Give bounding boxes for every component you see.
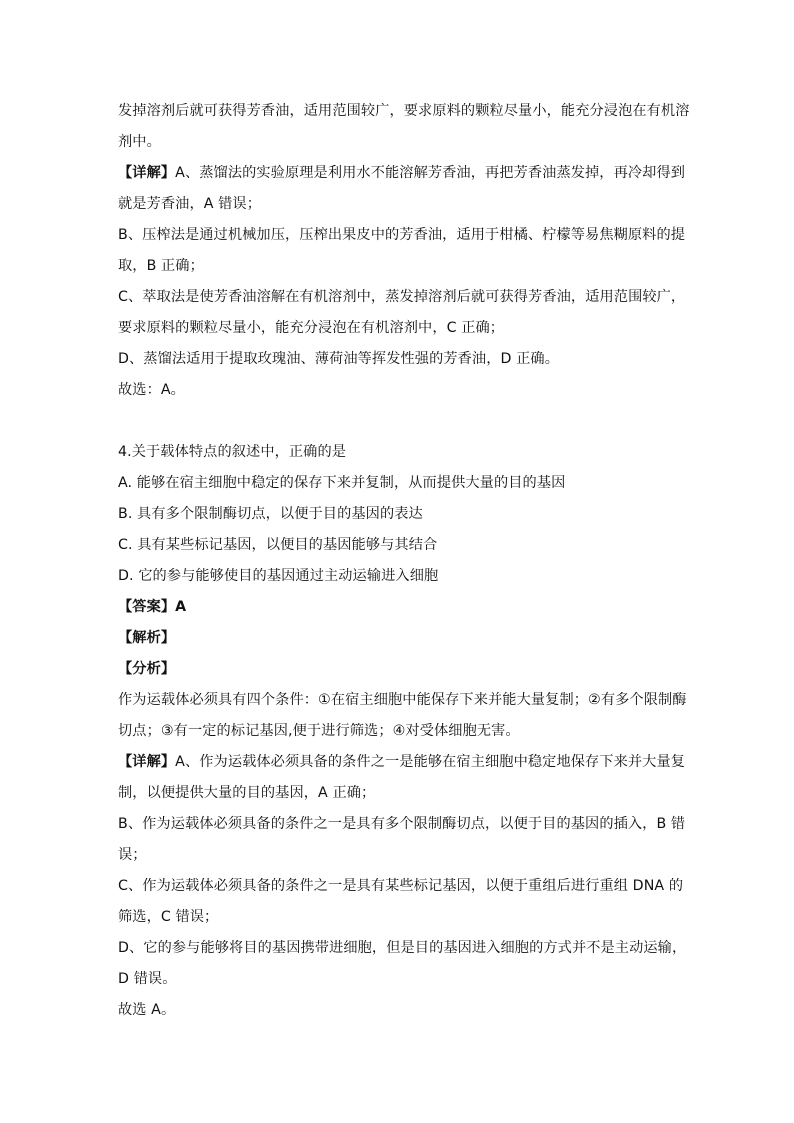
- text-line: 要求原料的颗粒尽量小，能充分浸泡在有机溶剂中，C 正确；: [118, 320, 505, 336]
- fenxi-tag: 【分析】: [118, 661, 176, 677]
- analysis-tag: 【解析】: [118, 630, 176, 646]
- text-line: D、蒸馏法适用于提取玫瑰油、薄荷油等挥发性强的芳香油，D 正确。: [118, 351, 559, 367]
- detail-tag: 【详解】: [118, 165, 176, 181]
- detail-line: [118, 747, 686, 778]
- text-line: B、压榨法是通过机械加压，压榨出果皮中的芳香油，适用于柑橘、柠檬等易焦糊原料的提: [118, 227, 686, 243]
- text-line: 剂中。: [118, 134, 161, 150]
- text-line: 制，以便提供大量的目的基因，A 正确；: [118, 785, 376, 801]
- text-line: 发掉溶剂后就可获得芳香油，适用范围较广，要求原料的颗粒尽量小，能充分浸泡在有机溶: [118, 103, 690, 119]
- text-line: B、作为运载体必须具备的条件之一是具有多个限制酶切点，以便于目的基因的插入，B 错: [118, 816, 686, 832]
- answer-line: 【答案】A: [118, 599, 187, 615]
- text-line: 作为运载体必须具有四个条件：①在宿主细胞中能保存下来并能大量复制；②有多个限制酶: [118, 692, 687, 708]
- option-d: D. 它的参与能够使目的基因通过主动运输进入细胞: [118, 568, 439, 584]
- document-page: [118, 96, 690, 1026]
- spacer: [118, 406, 680, 437]
- detail-line: [118, 158, 686, 189]
- text-line: 取，B 正确；: [118, 258, 204, 274]
- text-line: 误；: [118, 847, 147, 863]
- text-line: C、作为运载体必须具备的条件之一是具有某些标记基因，以便于重组后进行重组 DNA 的: [118, 878, 684, 894]
- text-line: C、萃取法是使芳香油溶解在有机溶剂中，蒸发掉溶剂后就可获得芳香油，适用范围较广，: [118, 289, 686, 305]
- text-line: D 错误。: [118, 971, 177, 987]
- text-line: 故选：A。: [118, 382, 185, 398]
- option-a: A. 能够在宿主细胞中稳定的保存下来并复制，从而提供大量的目的基因: [118, 475, 566, 491]
- text-line: 切点；③有一定的标记基因,便于进行筛选；④对受体细胞无害。: [118, 723, 520, 739]
- detail-tag: 【详解】: [118, 754, 176, 770]
- text-line: 就是芳香油，A 错误；: [118, 196, 262, 212]
- text-line: 筛选，C 错误；: [118, 909, 219, 925]
- question-stem: 4.关于载体特点的叙述中，正确的是: [118, 444, 347, 460]
- detail-text: A、蒸馏法的实验原理是利用水不能溶解芳香油，再把芳香油蒸发掉，再冷却得到: [175, 165, 686, 181]
- detail-text: A、作为运载体必须具备的条件之一是能够在宿主细胞中稳定地保存下来并大量复: [175, 754, 686, 770]
- text-line: 故选 A。: [118, 1002, 176, 1018]
- text-line: D、它的参与能够将目的基因携带进细胞，但是目的基因进入细胞的方式并不是主动运输，: [118, 940, 687, 956]
- option-b: B. 具有多个限制酶切点，以便于目的基因的表达: [118, 506, 423, 522]
- option-c: C. 具有某些标记基因，以便目的基因能够与其结合: [118, 537, 438, 553]
